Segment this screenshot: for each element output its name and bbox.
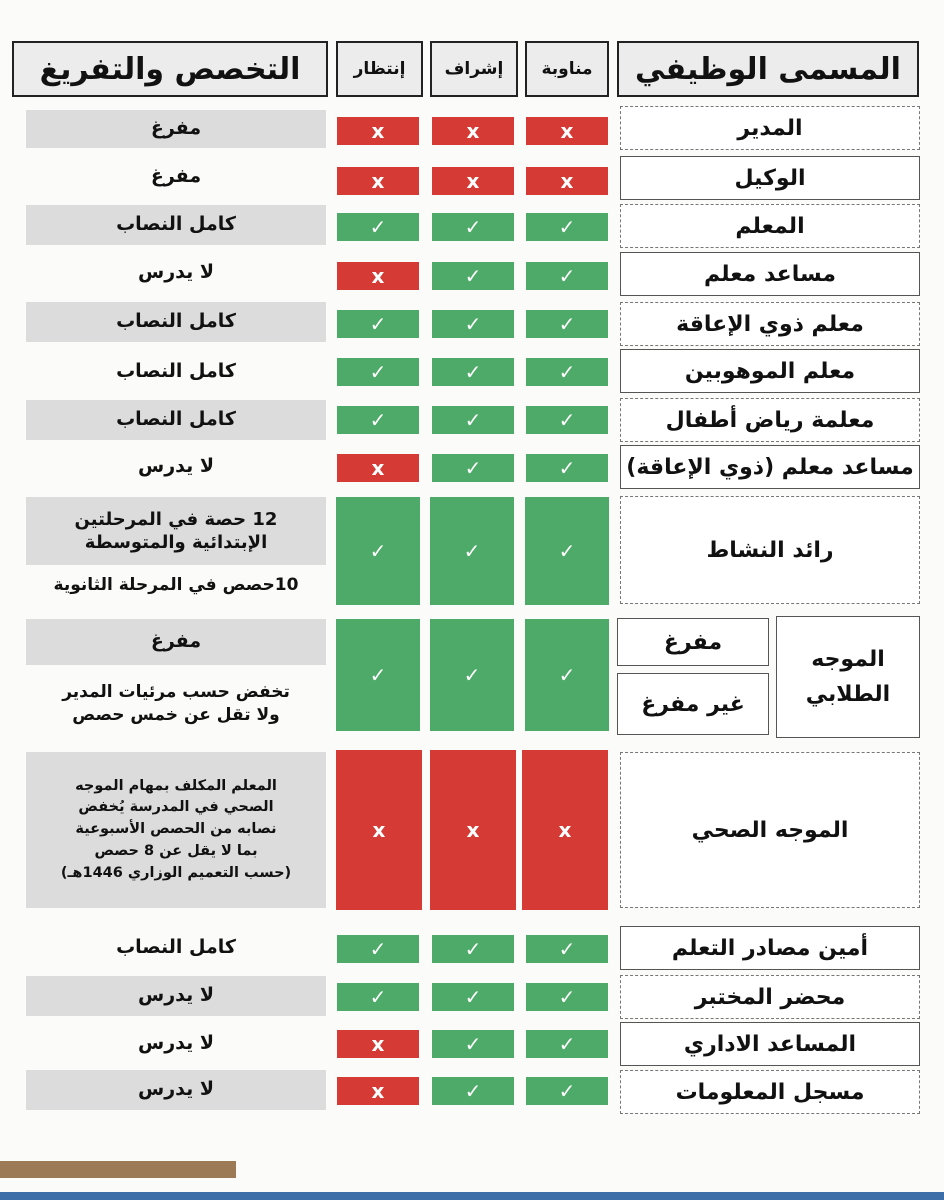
duty-mark: x bbox=[526, 117, 608, 145]
status-line: الصحي في المدرسة يُخفض bbox=[78, 799, 274, 816]
role-cell: أمين مصادر التعلم bbox=[620, 926, 920, 970]
duty-mark: ✓ bbox=[526, 1077, 608, 1105]
status-cell: كامل النصاب bbox=[26, 400, 326, 440]
role-cell: محضر المختبر bbox=[620, 975, 920, 1019]
status-note bbox=[26, 674, 326, 734]
supervision-mark: ✓ bbox=[432, 213, 514, 241]
status-cell: كامل النصاب bbox=[116, 360, 236, 383]
role-cell: مساعد معلم (ذوي الإعاقة) bbox=[620, 445, 920, 489]
header-standby: إنتظار bbox=[336, 41, 423, 97]
duty-mark: ✓ bbox=[526, 406, 608, 434]
duty-mark: ✓ bbox=[526, 1030, 608, 1058]
standby-mark: ✓ bbox=[336, 497, 420, 605]
supervision-mark: ✓ bbox=[432, 262, 514, 290]
supervision-mark: ✓ bbox=[432, 406, 514, 434]
status-cell: كامل النصاب bbox=[26, 205, 326, 245]
role-cell: الموجه الصحي bbox=[620, 752, 920, 908]
supervision-mark: ✓ bbox=[432, 935, 514, 963]
header-job-title: المسمى الوظيفي bbox=[617, 41, 919, 97]
duty-mark: ✓ bbox=[526, 213, 608, 241]
status-cell: لا يدرس bbox=[137, 1032, 215, 1055]
standby-mark: ✓ bbox=[337, 406, 419, 434]
standby-mark: x bbox=[337, 167, 419, 195]
status-line: نصابه من الحصص الأسبوعية bbox=[75, 821, 277, 838]
status-cell bbox=[26, 752, 326, 908]
supervision-mark: ✓ bbox=[432, 1077, 514, 1105]
standby-mark: ✓ bbox=[337, 213, 419, 241]
role-cell: رائد النشاط bbox=[620, 496, 920, 604]
supervision-mark: ✓ bbox=[432, 983, 514, 1011]
standby-mark: ✓ bbox=[337, 935, 419, 963]
bottom-strip bbox=[0, 1192, 944, 1200]
status-line: بما لا يقل عن 8 حصص bbox=[94, 842, 258, 859]
status-cell: مفرغ bbox=[26, 110, 326, 148]
status-cell: لا يدرس bbox=[137, 455, 215, 478]
supervision-mark: ✓ bbox=[432, 310, 514, 338]
status-line: 12 حصة في المرحلتين bbox=[74, 508, 278, 530]
status-line: (حسب التعميم الوزاري 1446هـ) bbox=[60, 864, 292, 881]
standby-mark: ✓ bbox=[337, 358, 419, 386]
status-line: الإبتدائية والمتوسطة bbox=[84, 532, 268, 553]
standby-mark: x bbox=[337, 117, 419, 145]
header-supervision: إشراف bbox=[430, 41, 518, 97]
footer-bar bbox=[0, 1161, 236, 1178]
duty-mark: ✓ bbox=[526, 983, 608, 1011]
duty-mark: ✓ bbox=[526, 454, 608, 482]
status-cell: كامل النصاب bbox=[116, 936, 236, 959]
header-specialty: التخصص والتفريغ bbox=[12, 41, 328, 97]
role-cell: معلم ذوي الإعاقة bbox=[620, 302, 920, 346]
supervision-mark: ✓ bbox=[430, 619, 514, 731]
status-cell bbox=[26, 497, 326, 565]
duty-mark: ✓ bbox=[526, 310, 608, 338]
supervision-mark: x bbox=[430, 750, 516, 910]
supervision-mark: x bbox=[432, 167, 514, 195]
duty-mark: x bbox=[522, 750, 608, 910]
supervision-mark: ✓ bbox=[430, 497, 514, 605]
role-cell: مساعد معلم bbox=[620, 252, 920, 296]
status-cell: كامل النصاب bbox=[26, 302, 326, 342]
role-cell: المساعد الاداري bbox=[620, 1022, 920, 1066]
sub-role-cell: غير مفرغ bbox=[617, 673, 769, 735]
standby-mark: ✓ bbox=[337, 983, 419, 1011]
role-line: الطلابي bbox=[805, 682, 891, 707]
sub-role-cell: مفرغ bbox=[617, 618, 769, 666]
duty-mark: ✓ bbox=[525, 619, 609, 731]
status-cell: لا يدرس bbox=[26, 1070, 326, 1110]
role-cell: المعلم bbox=[620, 204, 920, 248]
standby-mark: x bbox=[337, 454, 419, 482]
role-cell: معلم الموهوبين bbox=[620, 349, 920, 393]
supervision-mark: ✓ bbox=[432, 1030, 514, 1058]
status-cell: مفرغ bbox=[150, 165, 202, 188]
duty-mark: ✓ bbox=[525, 497, 609, 605]
standby-mark: ✓ bbox=[336, 619, 420, 731]
role-cell: مسجل المعلومات bbox=[620, 1070, 920, 1114]
status-line: ولا تقل عن خمس حصص bbox=[72, 705, 280, 725]
role-line: الموجه bbox=[811, 646, 885, 672]
duty-mark: ✓ bbox=[526, 262, 608, 290]
status-line: المعلم المكلف بمهام الموجه bbox=[75, 777, 277, 794]
status-cell: مفرغ bbox=[26, 619, 326, 665]
supervision-mark: x bbox=[432, 117, 514, 145]
supervision-mark: ✓ bbox=[432, 454, 514, 482]
standby-mark: x bbox=[337, 1030, 419, 1058]
supervision-mark: ✓ bbox=[432, 358, 514, 386]
role-cell: المدير bbox=[620, 106, 920, 150]
role-cell bbox=[776, 616, 920, 738]
standby-mark: x bbox=[337, 262, 419, 290]
role-cell: معلمة رياض أطفال bbox=[620, 398, 920, 442]
status-line: تخفض حسب مرئيات المدير bbox=[62, 682, 290, 703]
status-note: 10حصص في المرحلة الثانوية bbox=[53, 574, 299, 595]
role-cell: الوكيل bbox=[620, 156, 920, 200]
duty-mark: x bbox=[526, 167, 608, 195]
duty-mark: ✓ bbox=[526, 358, 608, 386]
standby-mark: ✓ bbox=[337, 310, 419, 338]
standby-mark: x bbox=[336, 750, 422, 910]
status-cell: لا يدرس bbox=[137, 261, 215, 284]
standby-mark: x bbox=[337, 1077, 419, 1105]
duty-mark: ✓ bbox=[526, 935, 608, 963]
status-cell: لا يدرس bbox=[26, 976, 326, 1016]
header-duty: مناوبة bbox=[525, 41, 609, 97]
